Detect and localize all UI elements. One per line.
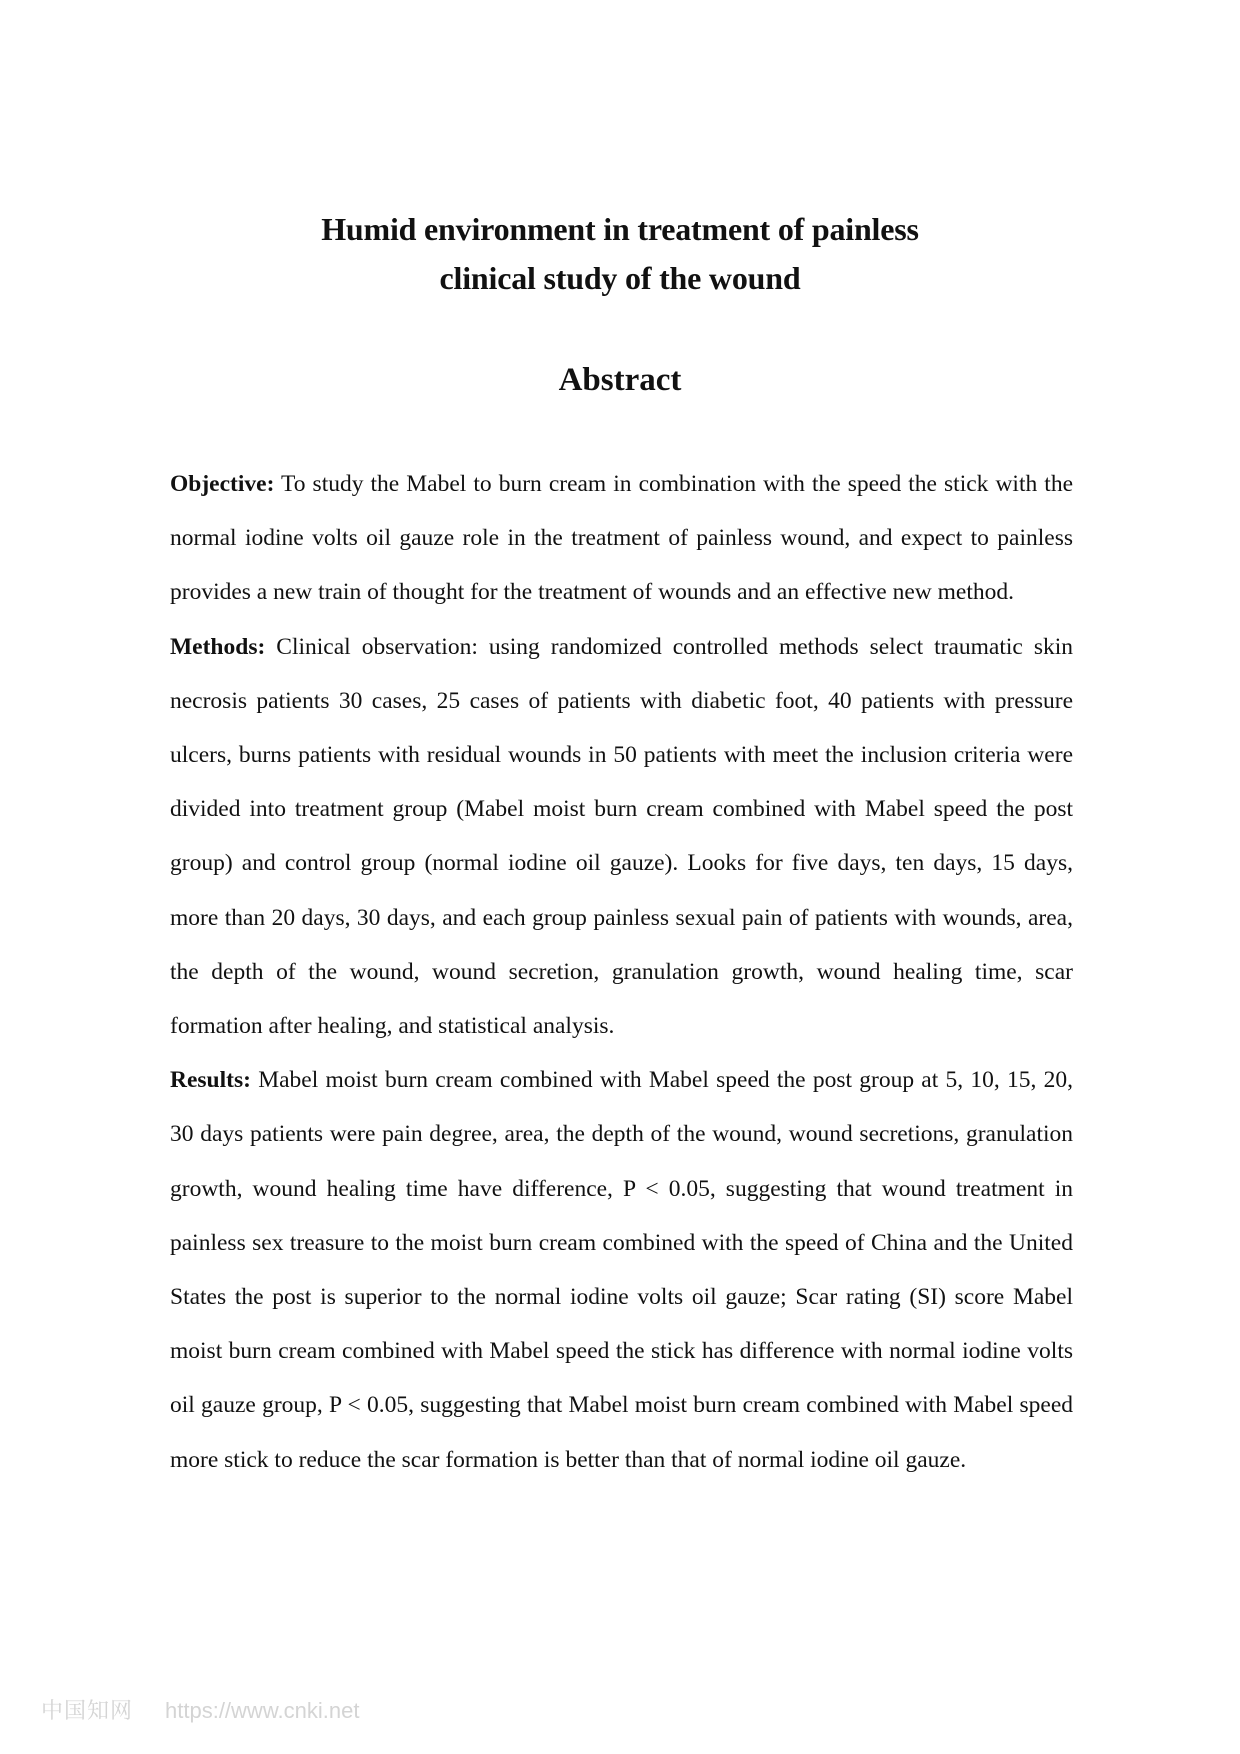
title-line-2: clinical study of the wound	[439, 260, 801, 296]
methods-paragraph	[170, 620, 1073, 1054]
cnki-watermark	[41, 1694, 359, 1725]
abstract-body	[170, 457, 1073, 1487]
results-text: Mabel moist burn cream combined with Mabel speed the post group at 5, 10, 15, 20, 30 days patients were pain degree, area, the depth of the wound, wound secretions, granulation growth, wound healing time have difference, P < 0.05, suggesting that wound treatment in painless sex treasure to the moist burn cream combined with the speed of China and the United States the post is superior to the normal iodine volts oil gauze; Scar rating (SI) score Mabel moist burn cream combined with Mabel speed the stick has difference with normal iodine volts oil gauze group, P < 0.05, suggesting that Mabel moist burn cream combined with Mabel speed more stick to reduce the scar formation is better than that of normal iodine oil gauze.	[170, 1067, 1073, 1473]
watermark-url: https://www.cnki.net	[165, 1698, 360, 1723]
objective-paragraph	[170, 457, 1073, 620]
results-label: Results:	[170, 1067, 251, 1094]
methods-text: Clinical observation: using randomized controlled methods select traumatic skin necrosis patients 30 cases, 25 cases of patients with diabetic foot, 40 patients with pressure ulcers, burns patients with residual wounds in 50 patients with meet the inclusion criteria were divided into treatment group (Mabel moist burn cream combined with Mabel speed the post group) and control group (normal iodine oil gauze). Looks for five days, ten days, 15 days, more than 20 days, 30 days, and each group painless sexual pain of patients with wounds, area, the depth of the wound, wound secretion, granulation growth, wound healing time, scar formation after healing, and statistical analysis.	[170, 633, 1073, 1040]
objective-text: To study the Mabel to burn cream in combination with the speed the stick with the normal iodine volts oil gauze role in the treatment of painless wound, and expect to painless provides a new train of thought for the treatment of wounds and an effective new method.	[170, 471, 1073, 606]
methods-label: Methods:	[170, 633, 266, 660]
paper-title	[0, 205, 1240, 303]
watermark-name: 中国知网	[41, 1698, 134, 1723]
abstract-heading: Abstract	[558, 362, 682, 398]
title-line-1: Humid environment in treatment of painless	[321, 211, 919, 247]
results-paragraph	[170, 1053, 1073, 1487]
objective-label: Objective:	[170, 471, 275, 497]
